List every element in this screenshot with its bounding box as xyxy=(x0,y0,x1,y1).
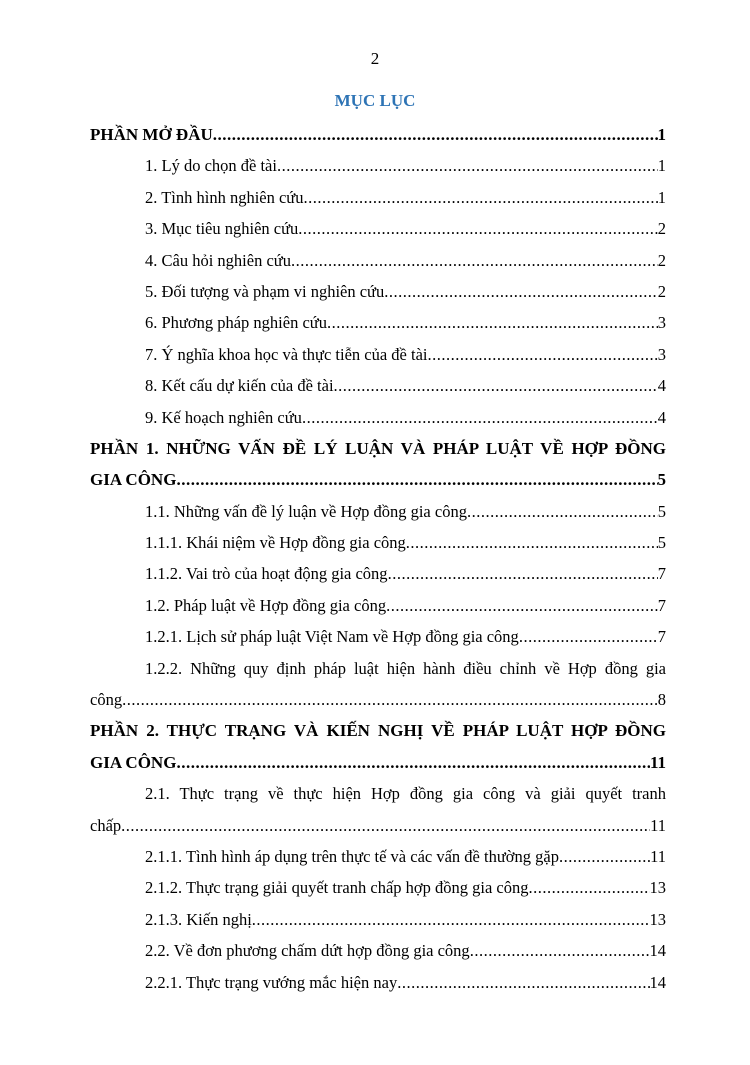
toc-entry-page: 1 xyxy=(657,156,666,176)
toc-entry-page: 4 xyxy=(657,376,666,396)
dot-leader xyxy=(427,339,657,370)
toc-entry-page: 2 xyxy=(657,281,666,301)
dot-leader xyxy=(298,213,657,244)
toc-entry-title: GIA CÔNG xyxy=(90,470,177,490)
toc-entry-page: 4 xyxy=(657,407,666,427)
toc-entry[interactable] xyxy=(90,370,666,401)
toc-entry[interactable] xyxy=(90,904,666,935)
toc-entry[interactable] xyxy=(90,841,666,872)
toc-entry-intro[interactable] xyxy=(90,119,666,150)
toc-entry[interactable] xyxy=(90,402,666,433)
toc-entry-page: 14 xyxy=(649,941,666,961)
dot-leader xyxy=(122,684,658,715)
dot-leader xyxy=(334,370,658,401)
toc-entry-21-line1[interactable]: 2.1. Thực trạng về thực hiện Hợp đồng gia công và giải quyết tranh xyxy=(145,784,666,804)
toc-entry-title: 1.1.1. Khái niệm về Hợp đồng gia công xyxy=(145,533,406,553)
toc-entry-title: 2. Tình hình nghiên cứu xyxy=(145,187,304,207)
dot-leader xyxy=(519,621,658,652)
toc-entry-title: 1.1.2. Vai trò của hoạt động gia công xyxy=(145,564,388,584)
dot-leader xyxy=(384,276,658,307)
dot-leader xyxy=(176,747,650,778)
dot-leader xyxy=(304,182,658,213)
toc-entry[interactable] xyxy=(90,245,666,276)
toc-entry-page: 11 xyxy=(650,846,666,866)
toc-entry-title: 3. Mục tiêu nghiên cứu xyxy=(145,219,299,239)
toc-entry-page: 11 xyxy=(650,815,666,835)
toc-entry[interactable] xyxy=(90,935,666,966)
dot-leader xyxy=(277,150,658,181)
dot-leader xyxy=(397,967,649,998)
toc-entry-page: 5 xyxy=(657,470,666,490)
dot-leader xyxy=(388,558,658,589)
toc-part1-title-line1[interactable]: PHẦN 1. NHỮNG VẤN ĐỀ LÝ LUẬN VÀ PHÁP LUẬT VỀ HỢP ĐỒNG xyxy=(90,438,666,458)
dot-leader xyxy=(302,402,658,433)
dot-leader xyxy=(121,810,650,841)
toc-entry[interactable] xyxy=(90,967,666,998)
toc-entry-page: 1 xyxy=(657,124,666,144)
toc-entry-page: 2 xyxy=(657,250,666,270)
page-number: 2 xyxy=(370,49,380,68)
toc-entry-title: 1. Lý do chọn đề tài xyxy=(145,156,277,176)
toc-entry-page: 3 xyxy=(657,313,666,333)
toc-entry[interactable] xyxy=(90,590,666,621)
toc-entry-page: 13 xyxy=(649,909,666,929)
toc-entry-title: 5. Đối tượng và phạm vi nghiên cứu xyxy=(145,281,385,301)
toc-entry-part1[interactable] xyxy=(90,464,666,495)
toc-entry-page: 14 xyxy=(649,972,666,992)
toc-entry[interactable] xyxy=(90,872,666,903)
dot-leader xyxy=(176,464,657,495)
toc-entry-122-line1[interactable]: 1.2.2. Những quy định pháp luật hiện hành điều chỉnh về Hợp đồng gia xyxy=(145,658,666,678)
dot-leader xyxy=(406,527,658,558)
toc-entry-122[interactable] xyxy=(90,684,666,715)
toc-entry[interactable] xyxy=(90,339,666,370)
dot-leader xyxy=(327,307,658,338)
toc-entry[interactable] xyxy=(90,527,666,558)
toc-entry-title: 8. Kết cấu dự kiến của đề tài xyxy=(145,376,334,396)
toc-entry-page: 5 xyxy=(657,501,666,521)
toc-entry-title: 9. Kế hoạch nghiên cứu xyxy=(145,407,302,427)
dot-leader xyxy=(470,935,650,966)
toc-entry[interactable] xyxy=(90,496,666,527)
toc-entry-title: PHẦN MỞ ĐẦU xyxy=(90,124,213,144)
toc-entry[interactable] xyxy=(90,182,666,213)
toc-entry-page: 11 xyxy=(649,752,666,772)
dot-leader xyxy=(252,904,650,935)
toc-entry-page: 3 xyxy=(657,344,666,364)
dot-leader xyxy=(386,590,658,621)
toc-entry-part2[interactable] xyxy=(90,747,666,778)
toc-entry-title: 2.1.3. Kiến nghị xyxy=(145,909,252,929)
toc-entry-title: 2.1.1. Tình hình áp dụng trên thực tế và các vấn đề thường gặp xyxy=(145,846,559,866)
toc-entry-title: GIA CÔNG xyxy=(90,752,177,772)
table-of-contents xyxy=(90,119,666,998)
dot-leader xyxy=(213,119,658,150)
toc-entry[interactable] xyxy=(90,150,666,181)
toc-entry-page: 5 xyxy=(657,533,666,553)
dot-leader xyxy=(528,872,649,903)
toc-entry[interactable] xyxy=(90,276,666,307)
toc-entry-title: 4. Câu hỏi nghiên cứu xyxy=(145,250,291,270)
dot-leader xyxy=(559,841,650,872)
toc-part2-title-line1[interactable]: PHẦN 2. THỰC TRẠNG VÀ KIẾN NGHỊ VỀ PHÁP LUẬT HỢP ĐỒNG xyxy=(90,721,666,741)
toc-entry-title: công xyxy=(90,690,123,710)
toc-entry[interactable] xyxy=(90,307,666,338)
toc-entry[interactable] xyxy=(90,558,666,589)
toc-entry-page: 13 xyxy=(649,878,666,898)
toc-entry-21[interactable] xyxy=(90,810,666,841)
toc-entry-page: 7 xyxy=(657,564,666,584)
toc-entry-title: 2.1.2. Thực trạng giải quyết tranh chấp hợp đồng gia công xyxy=(145,878,529,898)
dot-leader xyxy=(291,245,658,276)
toc-entry[interactable] xyxy=(90,621,666,652)
toc-entry-page: 7 xyxy=(657,627,666,647)
toc-heading: MỤC LỤC xyxy=(334,91,416,110)
toc-entry[interactable] xyxy=(90,213,666,244)
toc-entry-page: 7 xyxy=(657,595,666,615)
toc-entry-title: 2.2. Về đơn phương chấm dứt hợp đồng gia công xyxy=(145,941,470,961)
toc-entry-title: 7. Ý nghĩa khoa học và thực tiễn của đề tài xyxy=(145,344,428,364)
toc-entry-title: 2.2.1. Thực trạng vướng mắc hiện nay xyxy=(145,972,398,992)
toc-entry-title: 1.1. Những vấn đề lý luận về Hợp đồng gia công xyxy=(145,501,467,521)
toc-entry-title: 6. Phương pháp nghiên cứu xyxy=(145,313,327,333)
toc-entry-title: 1.2. Pháp luật về Hợp đồng gia công xyxy=(145,595,387,615)
toc-entry-page: 8 xyxy=(657,690,666,710)
toc-entry-page: 1 xyxy=(657,187,666,207)
toc-entry-page: 2 xyxy=(657,219,666,239)
toc-entry-title: 1.2.1. Lịch sử pháp luật Việt Nam về Hợp đồng gia công xyxy=(145,627,519,647)
dot-leader xyxy=(467,496,658,527)
toc-entry-title: chấp xyxy=(90,815,122,835)
